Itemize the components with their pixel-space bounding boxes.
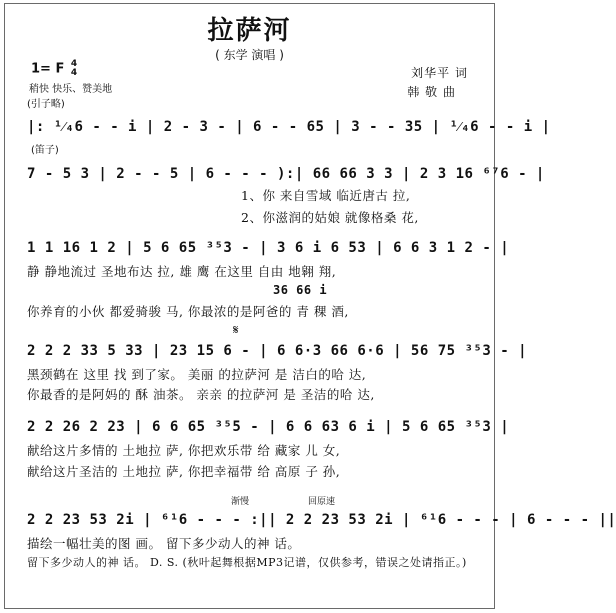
flute-note: (笛子) <box>31 145 59 156</box>
key-label: 1= F <box>31 61 65 77</box>
lyric-row-4-verse-2: 你最香的是阿妈的 酥 油茶。 亲亲 的拉萨河 是 圣洁的哈 达, <box>27 387 375 402</box>
lyricist-credit: 刘华平 词 <box>411 66 468 80</box>
notation-row-3: 1 1 16 1 2 | 5 6 65 ³⁵3 - | 3 6 i 6 53 | 6 6 3 1 2 - | <box>27 240 510 256</box>
time-bottom: 4 <box>70 68 78 78</box>
lyric-row-2-verse-2: 2、你滋润的姑娘 就像格桑 花, <box>241 210 419 225</box>
lyric-row-6-verse-2: 留下多少动人的神 话。 D. S. (秋叶起舞根据MP3记谱，仅供参考，错误之处请指正。) <box>27 556 467 569</box>
lyric-row-5-verse-1: 献给这片多情的 土地拉 萨, 你把欢乐带 给 藏家 儿 女, <box>27 443 341 458</box>
lyric-row-3-verse-1: 静 静地流过 圣地布达 拉, 雄 鹰 在这里 自由 地翱 翔, <box>27 264 337 279</box>
notation-row-6: 2 2 23 53 2i | ⁶¹6 - - - :|| 2 2 23 53 2i | ⁶¹6 - - - | 6 - - - || <box>27 512 616 528</box>
lyric-row-4-verse-1: 黑颈鹤在 这里 找 到了家。 美丽 的拉萨河 是 洁白的哈 达, <box>27 367 367 382</box>
ritardando-mark: 渐慢 <box>231 497 250 507</box>
segno-sign: 𝄋 <box>233 323 239 338</box>
lyric-row-2-verse-1: 1、你 来自雪域 临近唐古 拉, <box>241 188 411 203</box>
notation-row-5: 2 2 26 2 23 | 6 6 65 ³⁵5 - | 6 6 63 6 i | 5 6 65 ³⁵3 | <box>27 419 510 435</box>
time-signature <box>71 60 77 78</box>
lyric-row-5-verse-2: 献给这片圣洁的 土地拉 萨, 你把幸福带 给 高原 子 孙, <box>27 464 341 479</box>
performer-subtitle: ( 东学 演唱 ) <box>215 48 284 62</box>
alt-notation-row-3: 36 66 i <box>273 283 328 297</box>
a-tempo-mark: 回原速 <box>308 497 336 507</box>
composer-credit: 韩 敬 曲 <box>407 85 456 99</box>
lyric-row-3-verse-2: 你养育的小伙 都爱骑骏 马, 你最浓的是阿爸的 青 稞 酒, <box>27 304 349 319</box>
notation-row-1: |: ¹⁄₄6 - - i | 2 - 3 - | 6 - - 65 | 3 - - 35 | ¹⁄₄6 - - i | <box>27 119 551 135</box>
notation-row-4: 2 2 2 33 5 33 | 23 15 6 - | 6 6·3 66 6·6 | 56 75 ³⁵3 - | <box>27 343 528 359</box>
song-title: 拉萨河 <box>207 16 292 46</box>
key-signature <box>31 60 77 78</box>
time-top: 4 <box>70 59 78 69</box>
tempo-marking: 稍快 快乐、赞美地 <box>29 84 113 95</box>
notation-row-2: 7 - 5 3 | 2 - - 5 | 6 - - - ):| 66 66 3 3 | 2 3 16 ⁶⁷6 - | <box>27 166 545 182</box>
score-page <box>4 3 616 609</box>
lyric-row-6-verse-1: 描绘一幅壮美的图 画。 留下多少动人的神 话。 <box>27 536 301 551</box>
intro-note: (引子略) <box>27 99 65 110</box>
